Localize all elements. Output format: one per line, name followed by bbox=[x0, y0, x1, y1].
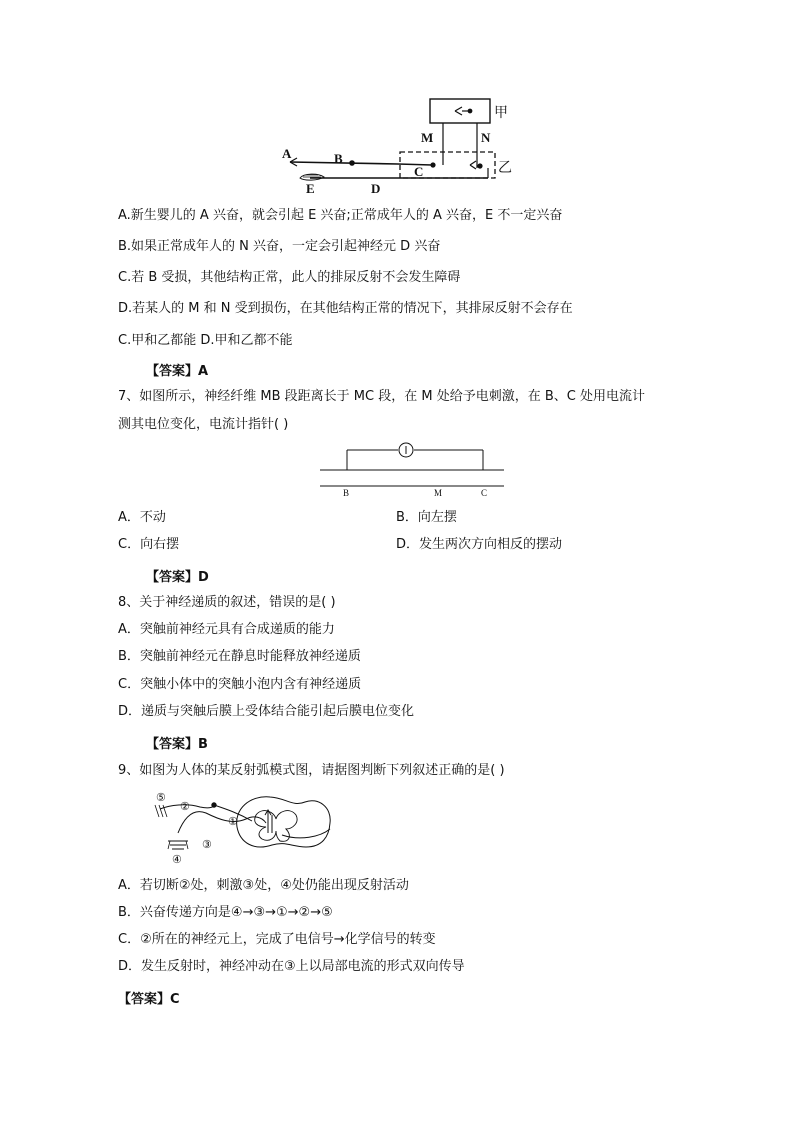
q6-label-C: C bbox=[414, 164, 424, 179]
q7-answer bbox=[146, 569, 209, 587]
q9-label-4: ④ bbox=[172, 854, 182, 866]
q7-stem-line1: 7、如图所示，神经纤维 MB 段距离长于 MC 段，在 M 处给予电刺激，在 B、C 处用电流计 bbox=[118, 389, 645, 404]
q9-option-d: D．发生反射时，神经冲动在③上以局部电流的形式双向传导 bbox=[118, 959, 465, 974]
q8-stem: 8、关于神经递质的叙述，错误的是( ) bbox=[118, 595, 336, 610]
answer-value: D bbox=[198, 570, 209, 585]
q6-option-d: D.若某人的 M 和 N 受到损伤，在其他结构正常的情况下，其排尿反射不会存在 bbox=[118, 301, 573, 316]
q9-label-2: ② bbox=[180, 801, 190, 813]
q6-label-B: B bbox=[334, 151, 343, 166]
q9-option-a: A．若切断②处，刺激③处，④处仍能出现反射活动 bbox=[118, 878, 409, 893]
q9-label-3: ③ bbox=[202, 839, 212, 851]
q7-option-d: D．发生两次方向相反的摆动 bbox=[396, 537, 563, 552]
q7-label-C: C bbox=[481, 488, 488, 498]
q7-galvanometer-figure bbox=[0, 430, 794, 510]
q8-answer bbox=[146, 736, 208, 754]
q6-label-jia: 甲 bbox=[494, 106, 508, 121]
q8-option-c: C．突触小体中的突触小泡内含有神经递质 bbox=[118, 677, 362, 692]
q6-extra-line: C.甲和乙都能 D.甲和乙都不能 bbox=[118, 333, 293, 348]
answer-label: 【答案】 bbox=[146, 737, 199, 752]
q7-label-B: B bbox=[343, 488, 350, 498]
answer-value: B bbox=[198, 737, 208, 752]
answer-label: 【答案】 bbox=[146, 570, 199, 585]
q9-stem: 9、如图为人体的某反射弧模式图，请据图判断下列叙述正确的是( ) bbox=[118, 763, 505, 778]
q6-option-c: C.若 B 受损，其他结构正常，此人的排尿反射不会发生障碍 bbox=[118, 270, 461, 285]
answer-value: C bbox=[170, 992, 180, 1007]
q9-option-b: B．兴奋传递方向是④→③→①→②→⑤ bbox=[118, 905, 333, 920]
q8-option-b: B．突触前神经元在静息时能释放神经递质 bbox=[118, 649, 361, 664]
q8-option-d: D．递质与突触后膜上受体结合能引起后膜电位变化 bbox=[118, 704, 415, 719]
q7-option-c: C．向右摆 bbox=[118, 537, 180, 552]
q9-answer bbox=[118, 991, 180, 1009]
q6-label-D: D bbox=[371, 181, 381, 196]
q9-option-c: C．②所在的神经元上，完成了电信号→化学信号的转变 bbox=[118, 932, 436, 947]
q6-label-N: N bbox=[481, 130, 491, 145]
answer-label: 【答案】 bbox=[118, 992, 171, 1007]
q7-option-b: B．向左摆 bbox=[396, 510, 457, 525]
q9-label-5: ⑤ bbox=[156, 792, 166, 804]
q6-option-b: B.如果正常成年人的 N 兴奋，一定会引起神经元 D 兴奋 bbox=[118, 239, 441, 254]
q6-answer bbox=[146, 363, 208, 381]
q6-option-a: A.新生婴儿的 A 兴奋，就会引起 E 兴奋;正常成年人的 A 兴奋，E 不一定兴奋 bbox=[118, 208, 563, 223]
answer-value: A bbox=[198, 364, 209, 379]
q6-label-E: E bbox=[306, 181, 315, 196]
q7-stem-line2: 测其电位变化，电流计指针( ) bbox=[118, 417, 289, 432]
q6-reflex-figure bbox=[0, 0, 794, 200]
q9-label-1: ① bbox=[228, 816, 238, 828]
q9-reflex-arc-figure bbox=[0, 785, 794, 875]
q6-label-M: M bbox=[421, 130, 434, 145]
q6-label-A: A bbox=[282, 146, 292, 161]
answer-label: 【答案】 bbox=[146, 364, 199, 379]
q6-label-yi: 乙 bbox=[498, 161, 512, 176]
q7-option-a: A．不动 bbox=[118, 510, 166, 525]
q7-label-M: M bbox=[434, 488, 443, 498]
q8-option-a: A．突触前神经元具有合成递质的能力 bbox=[118, 622, 335, 637]
